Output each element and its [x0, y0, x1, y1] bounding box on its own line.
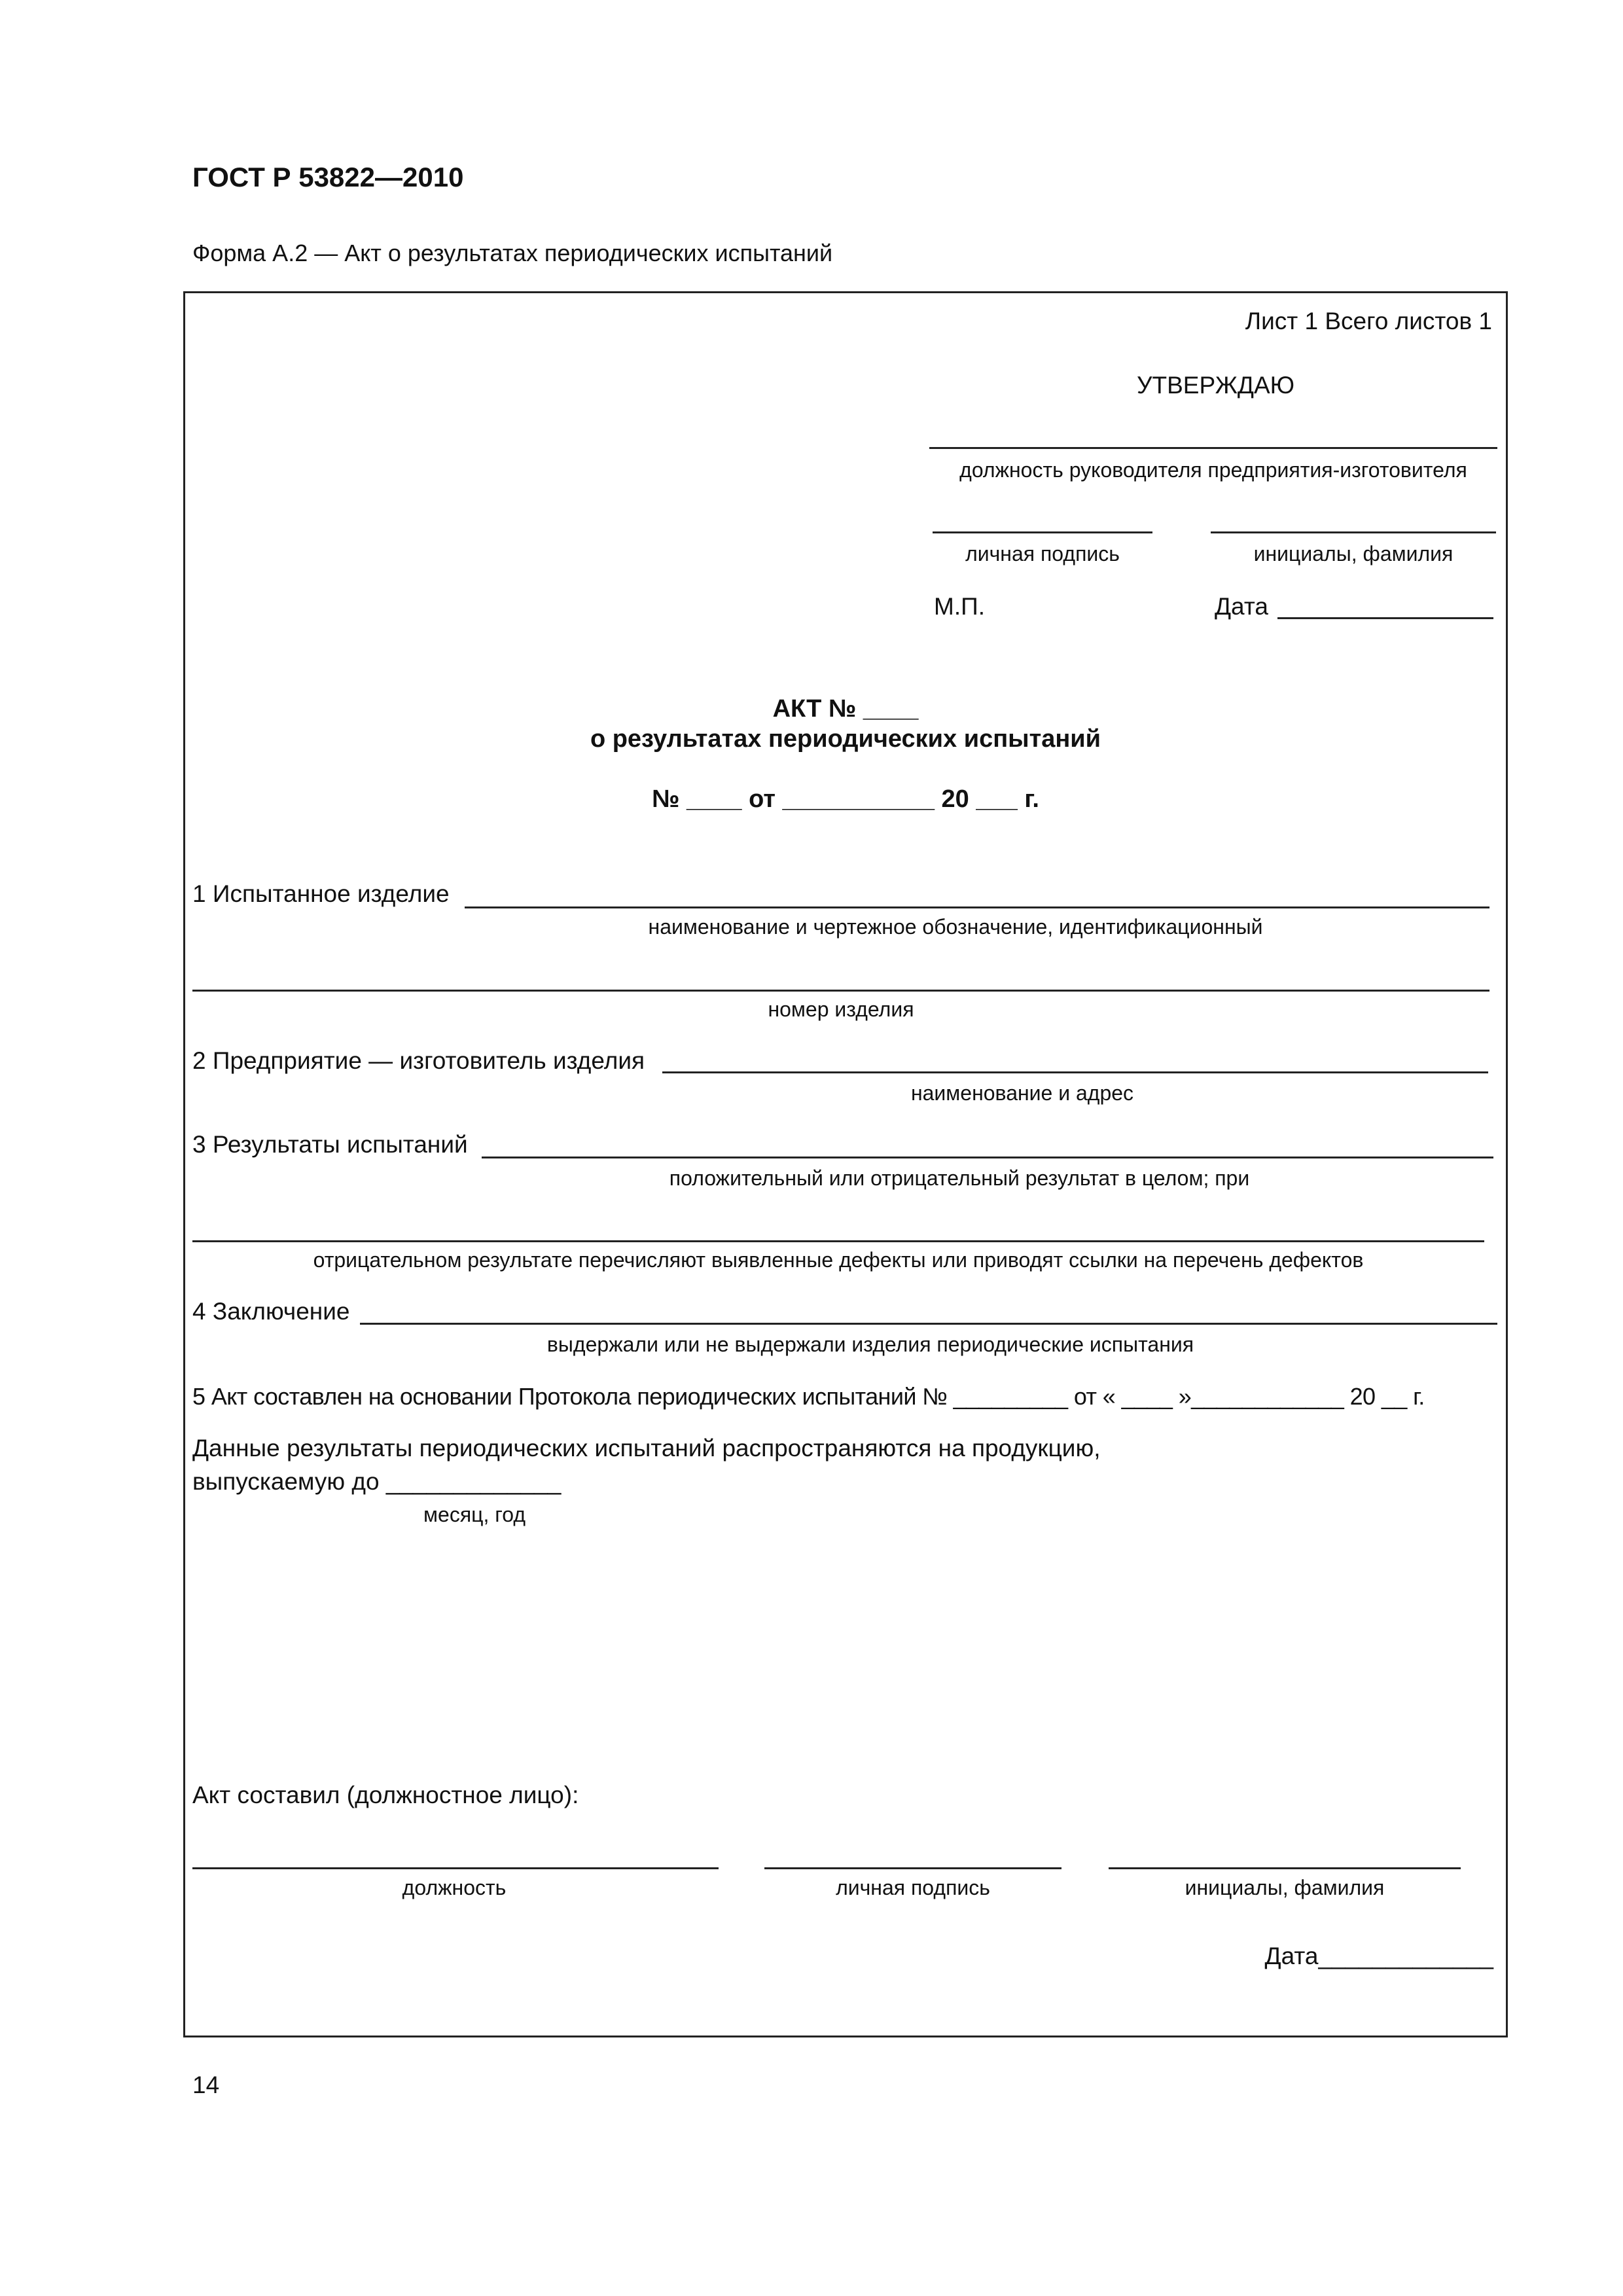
item1-line2[interactable]: [192, 990, 1489, 992]
item3-hint1: положительный или отрицательный результат в целом; при: [669, 1166, 1250, 1190]
act-number-date: № ____ от ___________ 20 ___ г.: [652, 785, 1039, 813]
approve-heading: УТВЕРЖДАЮ: [1137, 372, 1295, 399]
position-line[interactable]: [929, 447, 1497, 449]
stamp-mark: М.П.: [934, 593, 985, 620]
item2-hint: наименование и адрес: [910, 1081, 1134, 1105]
signoff-position-hint: должность: [402, 1876, 507, 1899]
item4-hint: выдержали или не выдержали изделия периодические испытания: [546, 1333, 1194, 1356]
item5-text: 5 Акт составлен на основании Протокола периодических испытаний № _________ от « ____ »____________ 20 __ г.: [192, 1383, 1425, 1410]
approval-signature-hint: личная подпись: [965, 542, 1120, 565]
sheet-info: Лист 1 Всего листов 1: [1245, 308, 1492, 334]
act-title: АКТ № ____: [772, 695, 919, 723]
item2-line[interactable]: [662, 1071, 1488, 1073]
position-hint: должность руководителя предприятия-изготовителя: [959, 458, 1467, 482]
form-caption: Форма А.2 — Акт о результатах периодических испытаний: [192, 240, 833, 266]
signoff-signature-line[interactable]: [764, 1867, 1061, 1869]
item2-label: 2 Предприятие — изготовитель изделия: [192, 1047, 645, 1074]
approval-date-label: Дата: [1215, 593, 1268, 620]
signoff-date: Дата_____________: [1264, 1943, 1493, 1969]
approval-name-hint: инициалы, фамилия: [1253, 542, 1454, 565]
approval-name-line[interactable]: [1211, 531, 1496, 533]
item1-line1[interactable]: [465, 906, 1489, 908]
validity-line1: Данные результаты периодических испытаний распространяются на продукцию,: [192, 1435, 1101, 1462]
signoff-name-line[interactable]: [1109, 1867, 1461, 1869]
standard-number: ГОСТ Р 53822—2010: [192, 162, 464, 192]
validity-hint: месяц, год: [423, 1503, 526, 1526]
signoff-position-line[interactable]: [192, 1867, 719, 1869]
item1-hint2: номер изделия: [768, 997, 914, 1021]
item4-label: 4 Заключение: [192, 1298, 350, 1325]
item1-hint1: наименование и чертежное обозначение, идентификационный: [648, 915, 1263, 939]
signoff-signature-hint: личная подпись: [836, 1876, 990, 1899]
signoff-name-hint: инициалы, фамилия: [1185, 1876, 1385, 1899]
item1-label: 1 Испытанное изделие: [192, 880, 450, 907]
validity-line2: выпускаемую до _____________: [192, 1468, 562, 1495]
item3-hint2: отрицательном результате перечисляют выявленные дефекты или приводят ссылки на перечень дефектов: [313, 1248, 1364, 1272]
item4-line[interactable]: [360, 1323, 1497, 1325]
act-subtitle: о результатах периодических испытаний: [590, 725, 1101, 753]
compiled-by-label: Акт составил (должностное лицо):: [192, 1782, 579, 1808]
item3-line2[interactable]: [192, 1240, 1484, 1242]
approval-signature-line[interactable]: [933, 531, 1152, 533]
item3-line1[interactable]: [482, 1157, 1493, 1158]
approval-date-line[interactable]: [1277, 617, 1493, 619]
item3-label: 3 Результаты испытаний: [192, 1131, 468, 1158]
page-number: 14: [192, 2072, 220, 2098]
